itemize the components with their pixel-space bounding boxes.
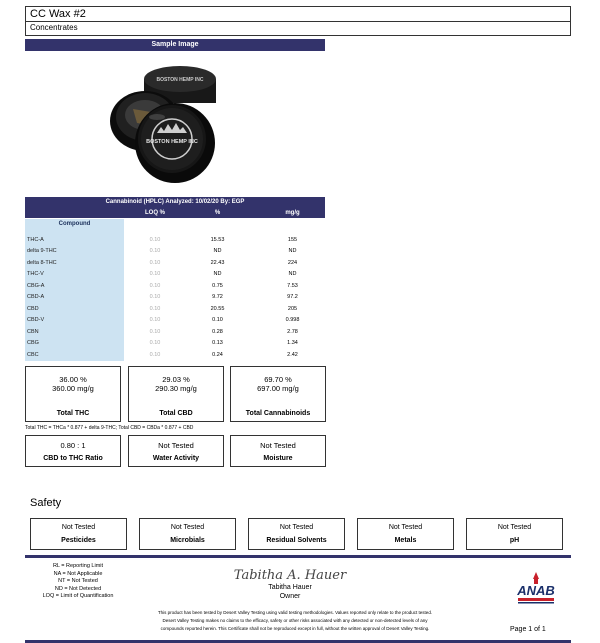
total-cbd-mg: 290.30 mg/g <box>155 384 197 393</box>
total-thc-percent: 36.00 % <box>59 375 87 384</box>
total-cbd-box <box>128 366 224 422</box>
cannabinoid-heading: Cannabinoid (HPLC) Analyzed: 10/02/20 By: EGP <box>25 197 325 208</box>
product-title: CC Wax #2 <box>30 8 86 20</box>
header-box <box>25 6 571 36</box>
svg-text:ANAB: ANAB <box>517 583 555 598</box>
product-category: Concentrates <box>30 23 78 32</box>
sample-image-heading: Sample Image <box>25 39 325 51</box>
total-cbd-label: Total CBD <box>159 410 193 417</box>
header-divider <box>26 21 570 22</box>
jar-lid-brand-text: BOSTON HEMP INC <box>156 77 204 83</box>
totals-formula: Total THC = THCa * 0.877 + delta 9-THC; Total CBD = CBDa * 0.877 + CBD <box>25 425 194 431</box>
moisture-label: Moisture <box>263 455 293 462</box>
cannabinoid-column-header <box>25 208 325 218</box>
safety-microbials-box: Not Tested Microbials <box>139 518 236 550</box>
cbd-thc-ratio-label: CBD to THC Ratio <box>43 455 103 462</box>
column-loq: LOQ % <box>144 210 165 216</box>
total-cannabinoids-label: Total Cannabinoids <box>245 410 311 417</box>
table-row: delta 9-THC 0.10 ND ND <box>27 248 297 254</box>
safety-metals-box: Not Tested Metals <box>357 518 454 550</box>
signature-image <box>205 567 375 583</box>
moisture-value: Not Tested <box>260 441 296 450</box>
total-thc-label: Total THC <box>56 410 90 417</box>
svg-text:Tabitha A. Hauer: Tabitha A. Hauer <box>233 568 347 583</box>
safety-pesticides-box: Not Tested Pesticides <box>30 518 127 550</box>
table-row: CBG 0.10 0.13 1.34 <box>27 340 298 346</box>
safety-title: Safety <box>30 497 62 509</box>
total-cannabinoids-mg: 697.00 mg/g <box>257 384 299 393</box>
total-thc-mg: 360.00 mg/g <box>52 384 94 393</box>
page-number: Page 1 of 1 <box>510 626 546 633</box>
anab-logo <box>512 570 560 606</box>
table-row: THC-V 0.10 ND ND <box>27 271 297 277</box>
total-cbd-percent: 29.03 % <box>162 375 190 384</box>
moisture-box <box>230 435 326 467</box>
column-percent: % <box>214 210 221 216</box>
table-row: THC-A 0.10 15.53 155 <box>27 237 298 243</box>
water-activity-value: Not Tested <box>158 441 194 450</box>
jar-front-brand-text: BOSTON HEMP INC <box>146 139 198 145</box>
water-activity-label: Water Activity <box>152 455 200 462</box>
abbreviation-legend: RL = Reporting Limit NA = Not Applicable NT = Not Tested ND = Not Detected LOQ = Limit of Quantification <box>42 563 114 599</box>
total-thc-box <box>25 366 121 422</box>
total-cannabinoids-box <box>230 366 326 422</box>
disclaimer-text: This product has been tested by Desert Valley Testing using valid testing methodologies. Values reported only relate to the product tested. Desert Valley Testing makes no claims to the efficacy, safety or other risks associated with any detected or non-detected levels of any compounds reported herein. This Certificate shall not be reproduced except in full, without the written approval of Desert Valley Testing. <box>157 610 433 631</box>
safety-ph-box: Not Tested pH <box>466 518 563 550</box>
compound-header: Compound <box>58 221 91 227</box>
safety-residual-solvents-box: Not Tested Residual Solvents <box>248 518 345 550</box>
table-row: CBN 0.10 0.28 2.78 <box>27 329 298 335</box>
table-row: CBD 0.10 20.55 205 <box>27 306 298 312</box>
signer-name: Tabitha Hauer <box>268 584 312 591</box>
table-row: CBC 0.10 0.24 2.42 <box>27 352 298 358</box>
table-row: delta 8-THC 0.10 22.43 224 <box>27 260 298 266</box>
total-cannabinoids-percent: 69.70 % <box>264 375 292 384</box>
footer-top-bar <box>25 555 571 558</box>
sample-image <box>25 51 325 196</box>
signer-role: Owner <box>279 593 301 600</box>
table-row: CBD-V 0.10 0.10 0.998 <box>27 317 300 323</box>
cbd-thc-ratio-value: 0.80 : 1 <box>60 441 86 450</box>
column-mg: mg/g <box>285 210 300 216</box>
cbd-thc-ratio-box <box>25 435 121 467</box>
table-row: CBG-A 0.10 0.75 7.53 <box>27 283 298 289</box>
table-row: CBD-A 0.10 9.72 97.2 <box>27 294 298 300</box>
water-activity-box <box>128 435 224 467</box>
